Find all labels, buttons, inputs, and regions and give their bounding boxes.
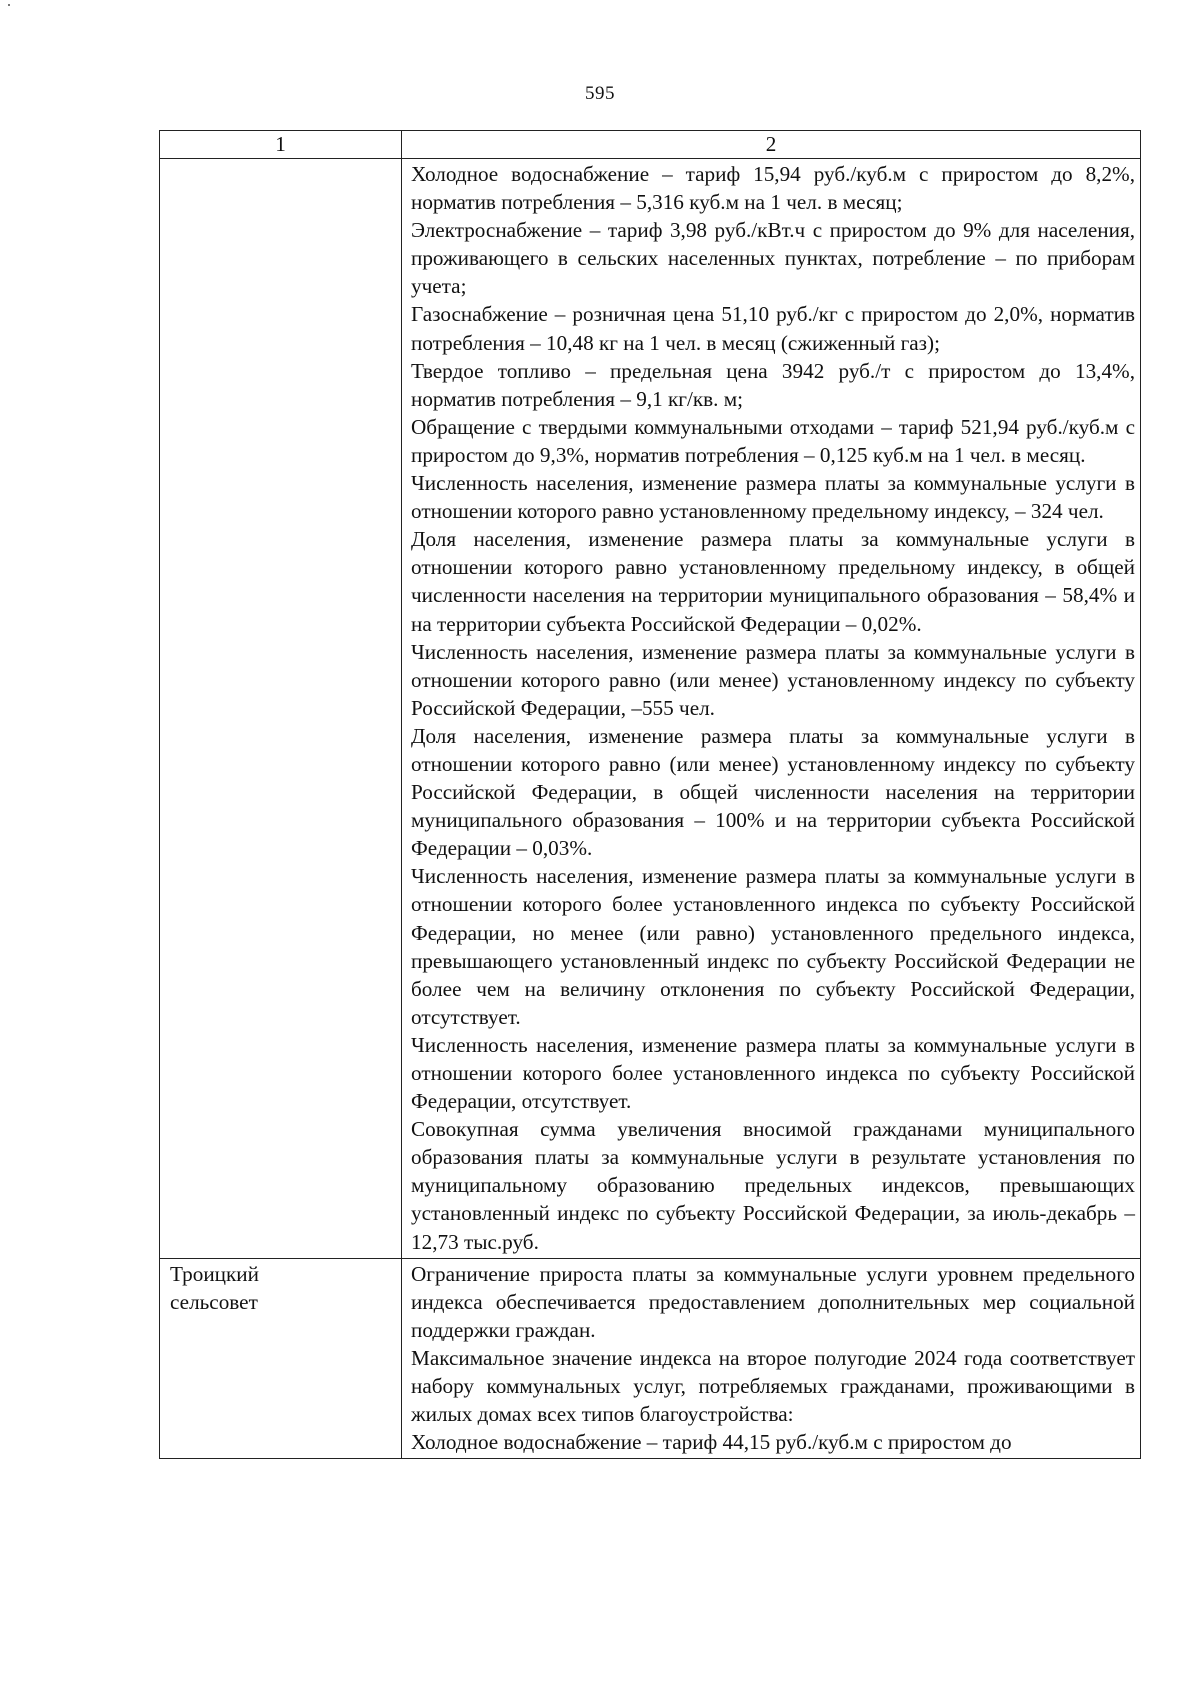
row-2-col-2 [402,1258,1141,1459]
paragraph: Доля населения, изменение размера платы за коммунальные услуги в отношении которого равно (или менее) установленному индексу по субъекту Российской Федерации, в общей численности населения на территории муниципального образования – 100% и на территории субъекта Российской Федерации – 0,03%. [411,723,1135,861]
row-1-col-1 [160,159,402,1259]
municipality-name-line-2: сельсовет [170,1289,258,1314]
paragraph: Твердое топливо – предельная цена 3942 руб./т с приростом до 13,4%, норматив потребления – 9,1 кг/кв. м; [411,358,1135,411]
document-table [159,130,1141,1459]
header-cell-col-2: 2 [402,131,1141,159]
paragraph: Численность населения, изменение размера платы за коммунальные услуги в отношении которого более установленного индекса по субъекту Российской Федерации, но менее (или равно) установленного предельного индекса, превышающего установленный индекс по субъекту Российской Федерации не более чем на величину отклонения по субъекту Российской Федерации, отсутствует. [411,864,1135,1029]
paragraph: Совокупная сумма увеличения вносимой гражданами муниципального образования платы за коммунальные услуги в результате установления по муниципальному образованию предельных индексов, превышающих установленный индекс по субъекту Российской Федерации, за июль-декабрь – 12,73 тыс.руб. [411,1117,1135,1254]
municipality-name-line-1: Троицкий [170,1261,259,1286]
paragraph: Численность населения, изменение размера платы за коммунальные услуги в отношении которого равно установленному предельному индексу, – 324 чел. [411,471,1135,524]
paragraph: Численность населения, изменение размера платы за коммунальные услуги в отношении которого более установленного индекса по субъекту Российской Федерации, отсутствует. [411,1032,1135,1114]
paragraph: Численность населения, изменение размера платы за коммунальные услуги в отношении которого равно (или менее) установленному индексу по субъекту Российской Федерации, –555 чел. [411,639,1135,720]
paragraph: Обращение с твердыми коммунальными отходами – тариф 521,94 руб./куб.м с приростом до 9,3%, норматив потребления – 0,125 куб.м на 1 чел. в месяц. [411,414,1135,467]
paragraph: Ограничение прироста платы за коммунальные услуги уровнем предельного индекса обеспечивается предоставлением дополнительных мер социальной поддержки граждан. [411,1261,1135,1342]
paragraph: Доля населения, изменение размера платы за коммунальные услуги в отношении которого равно установленному предельному индексу, в общей численности населения на территории муниципального образования – 58,4% и на территории субъекта Российской Федерации – 0,02%. [411,527,1135,636]
table-row [160,1258,1141,1459]
table-header-row [160,131,1141,159]
paragraph: Газоснабжение – розничная цена 51,10 руб./кг с приростом до 2,0%, норматив потребления – 10,48 кг на 1 чел. в месяц (сжиженный газ); [411,302,1135,355]
paragraph: Максимальное значение индекса на второе полугодие 2024 года соответствует набору коммунальных услуг, потребляемых гражданами, проживающими в жилых домах всех типов благоустройства: [411,1345,1135,1427]
paragraph: Холодное водоснабжение – тариф 44,15 руб./куб.м с приростом до [411,1430,1012,1455]
scan-speck [8,4,10,6]
paragraph: Электроснабжение – тариф 3,98 руб./кВт.ч с приростом до 9% для населения, проживающего в сельских населенных пунктах, потребление – по приборам учета; [411,218,1135,299]
header-cell-col-1: 1 [160,131,402,159]
page-number: 595 [585,83,615,104]
table-row [160,159,1141,1259]
paragraph: Холодное водоснабжение – тариф 15,94 руб./куб.м с приростом до 8,2%, норматив потребления – 5,316 куб.м на 1 чел. в месяц; [411,162,1135,215]
row-1-col-2 [402,159,1141,1259]
row-2-col-1 [160,1258,402,1459]
